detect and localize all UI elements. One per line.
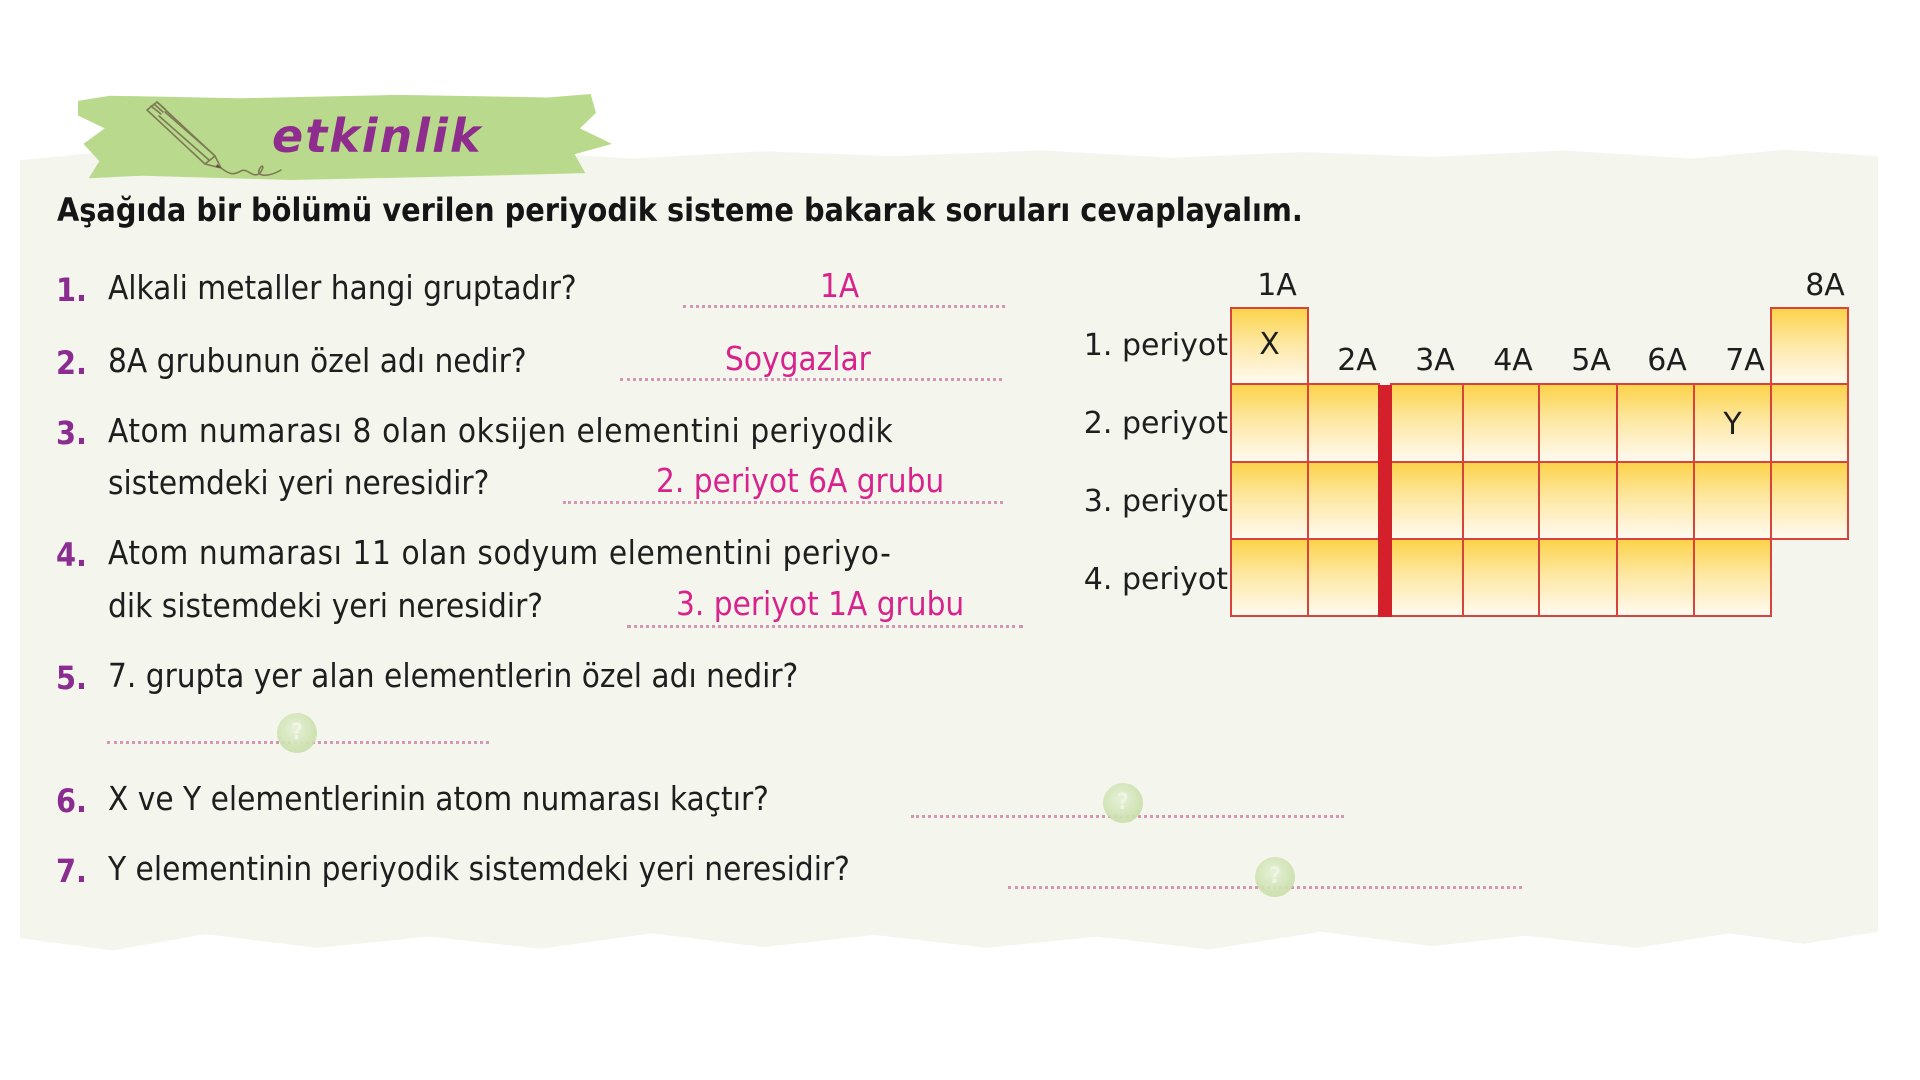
group-label-3a: 3A — [1415, 343, 1455, 378]
cell-p2-3a — [1390, 383, 1464, 463]
group-label-1a: 1A — [1257, 268, 1297, 303]
question-4-text-line-2: dik sistemdeki yeri neresidir? — [108, 586, 544, 625]
answer-2: Soygazlar — [725, 339, 871, 378]
group-label-4a: 4A — [1493, 343, 1533, 378]
cell-p4-3a — [1390, 538, 1464, 617]
group-label-5a: 5A — [1571, 343, 1611, 378]
question-7-number: 7. — [56, 852, 87, 890]
period-label-3: 3. periyot — [1083, 484, 1228, 519]
question-5-text: 7. grupta yer alan elementlerin özel adı nedir? — [108, 656, 799, 695]
answer-3: 2. periyot 6A grubu — [656, 461, 945, 500]
cell-p3-3a — [1390, 461, 1464, 540]
question-2-text: 8A grubunun özel adı nedir? — [108, 341, 527, 380]
question-2-number: 2. — [56, 344, 87, 382]
cell-p2-2a — [1307, 383, 1380, 463]
cell-p4-2a — [1307, 538, 1380, 617]
cell-p4-7a — [1693, 538, 1772, 617]
question-6-text: X ve Y elementlerinin atom numarası kaçtır? — [108, 779, 769, 818]
answer-line-4[interactable] — [627, 625, 1023, 628]
group-label-6a: 6A — [1647, 343, 1687, 378]
cell-p3-2a — [1307, 461, 1380, 540]
cell-p3-5a — [1538, 461, 1618, 540]
transition-divider — [1378, 385, 1392, 617]
cell-p2-5a — [1538, 383, 1618, 463]
hint-icon[interactable]: ? — [1255, 857, 1295, 897]
cell-p4-6a — [1616, 538, 1695, 617]
question-1-number: 1. — [56, 271, 87, 309]
cell-p4-5a — [1538, 538, 1618, 617]
hint-icon[interactable]: ? — [277, 713, 317, 753]
cell-p3-4a — [1462, 461, 1540, 540]
pencil-icon — [135, 96, 295, 180]
question-3-number: 3. — [56, 414, 87, 452]
question-5-number: 5. — [56, 659, 87, 697]
instructions: Aşağıda bir bölümü verilen periyodik sisteme bakarak soruları cevaplayalım. — [57, 191, 1303, 229]
cell-p1-8a — [1770, 307, 1849, 385]
cell-p2-8a — [1770, 383, 1849, 463]
cell-p3-7a — [1693, 461, 1772, 540]
group-label-8a: 8A — [1805, 268, 1845, 303]
question-6-number: 6. — [56, 782, 87, 820]
cell-p4-1a — [1230, 538, 1309, 617]
cell-p1-1a: X — [1230, 307, 1309, 385]
cell-p2-6a — [1616, 383, 1695, 463]
cell-p2-7a: Y — [1693, 383, 1772, 463]
answer-1: 1A — [820, 266, 860, 305]
question-3-text-line-1: Atom numarası 8 olan oksijen elementini periyodik — [108, 411, 894, 450]
cell-p3-6a — [1616, 461, 1695, 540]
question-1-text: Alkali metaller hangi gruptadır? — [108, 268, 577, 307]
question-7-text: Y elementinin periyodik sistemdeki yeri neresidir? — [108, 849, 850, 888]
period-label-2: 2. periyot — [1083, 406, 1228, 441]
cell-p2-4a — [1462, 383, 1540, 463]
group-label-2a: 2A — [1337, 343, 1377, 378]
answer-4: 3. periyot 1A grubu — [676, 584, 965, 623]
question-3-text-line-2: sistemdeki yeri neresidir? — [108, 463, 490, 502]
answer-line-3[interactable] — [563, 501, 1003, 504]
hint-icon[interactable]: ? — [1103, 783, 1143, 823]
activity-title: etkinlik — [272, 109, 483, 163]
period-label-1: 1. periyot — [1083, 328, 1228, 363]
question-4-number: 4. — [56, 536, 87, 574]
question-4-text-line-1: Atom numarası 11 olan sodyum elementini periyo- — [108, 533, 892, 572]
cell-p3-8a — [1770, 461, 1849, 540]
cell-p3-1a — [1230, 461, 1309, 540]
cell-p4-4a — [1462, 538, 1540, 617]
group-label-7a: 7A — [1725, 343, 1765, 378]
cell-p2-1a — [1230, 383, 1309, 463]
period-label-4: 4. periyot — [1083, 562, 1228, 597]
